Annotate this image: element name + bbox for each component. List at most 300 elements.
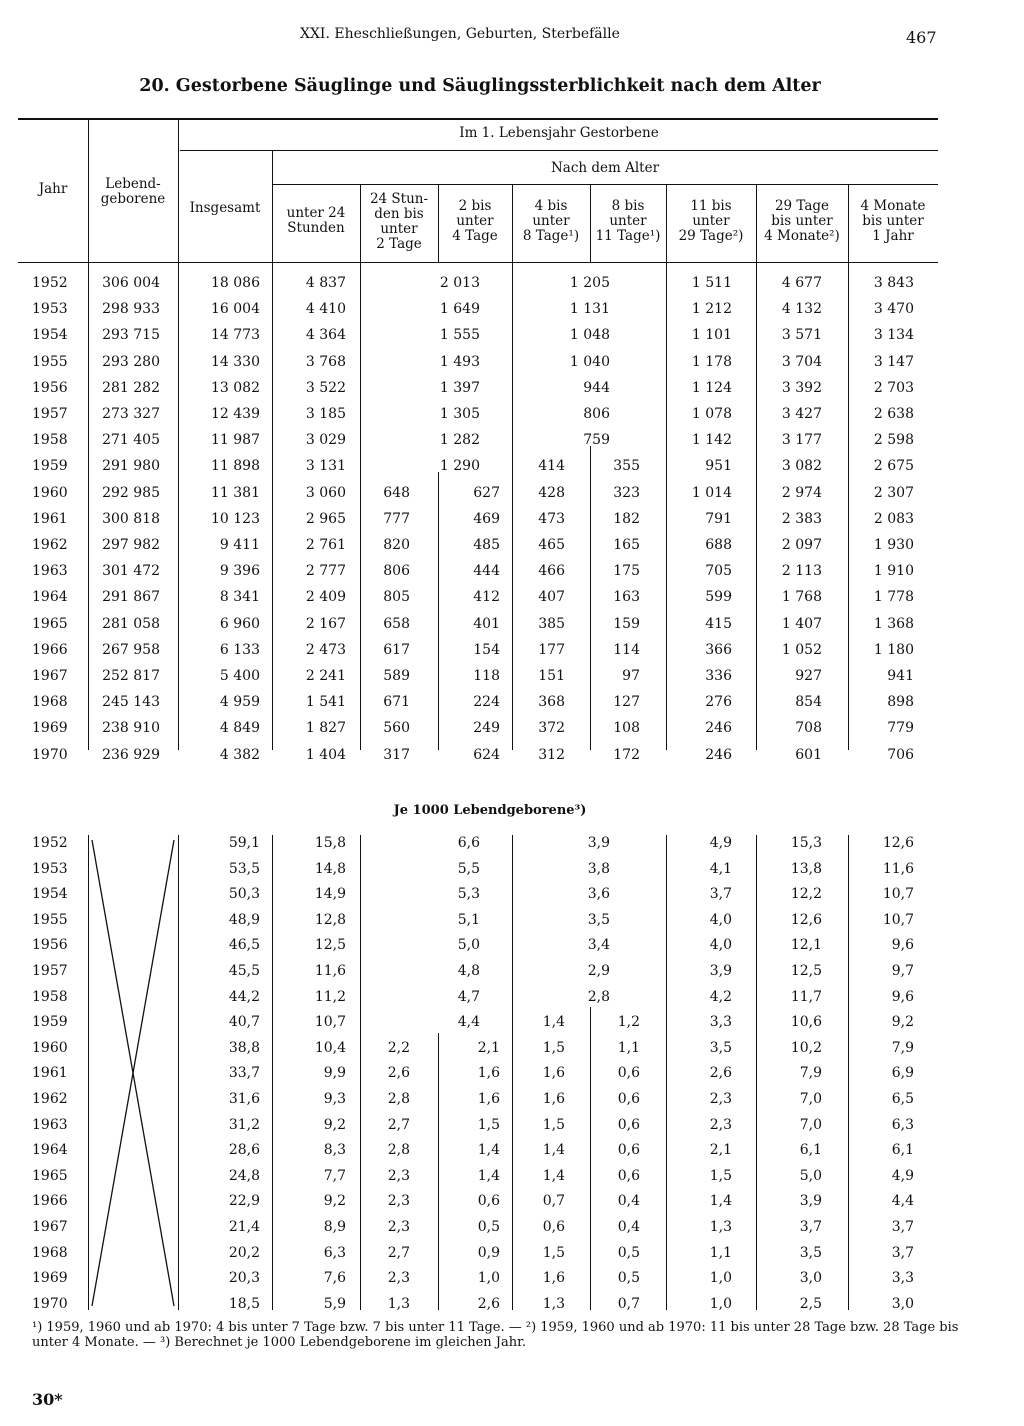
cell-c3: 2,6 bbox=[477, 1295, 500, 1312]
cell-live: 298 933 bbox=[102, 301, 160, 318]
cell-c23: 5,5 bbox=[457, 860, 480, 877]
row-year: 1958 bbox=[32, 432, 68, 449]
cell-c1: 2 409 bbox=[305, 589, 346, 606]
cell-live: 271 405 bbox=[102, 432, 160, 449]
cell-c1: 5,9 bbox=[323, 1295, 346, 1312]
cell-c5: 108 bbox=[613, 720, 640, 737]
header-c8: 4 Monate bis unter 1 Jahr bbox=[860, 198, 926, 244]
cell-c1: 4 410 bbox=[305, 301, 346, 318]
group-rule bbox=[180, 150, 938, 151]
header-lebendgeborene: Lebend- geborene bbox=[100, 176, 166, 207]
row-year: 1961 bbox=[32, 510, 68, 527]
cell-c7: 10,6 bbox=[790, 1014, 822, 1031]
cell-c6: 4,9 bbox=[709, 835, 732, 851]
cell-c2: 2,2 bbox=[387, 1039, 410, 1056]
cell-c7: 3 704 bbox=[781, 353, 822, 370]
cell-c1: 9,9 bbox=[323, 1065, 346, 1082]
cell-c1: 6,3 bbox=[323, 1244, 346, 1261]
cell-c8: 11,6 bbox=[882, 860, 914, 877]
cell-c8: 4,4 bbox=[891, 1193, 914, 1210]
cell-c5: 182 bbox=[613, 510, 640, 527]
cell-c5: 175 bbox=[613, 563, 640, 580]
col-divider bbox=[360, 184, 361, 750]
cell-c5: 172 bbox=[613, 746, 640, 763]
cell-c6: 951 bbox=[705, 458, 732, 475]
cell-c7: 3,9 bbox=[799, 1193, 822, 1210]
cell-c7: 7,0 bbox=[799, 1116, 822, 1133]
row-year: 1960 bbox=[32, 1039, 68, 1056]
cell-c1: 11,6 bbox=[314, 963, 346, 979]
cell-c2: 806 bbox=[383, 563, 410, 580]
header-jahr: Jahr bbox=[38, 181, 68, 197]
cell-c45: 1 040 bbox=[569, 353, 610, 370]
cell-c2: 1,3 bbox=[387, 1295, 410, 1312]
cell-c3: 1,5 bbox=[477, 1116, 500, 1133]
signature-mark: 30* bbox=[32, 1390, 63, 1409]
cell-c45: 1 131 bbox=[569, 301, 610, 318]
cell-c4: 1,3 bbox=[542, 1295, 565, 1312]
cell-c1: 9,3 bbox=[323, 1091, 346, 1107]
cell-c8: 3 843 bbox=[873, 275, 914, 291]
cell-c8: 6,3 bbox=[891, 1116, 914, 1133]
header-c3: 2 bis unter 4 Tage bbox=[452, 198, 498, 244]
cell-c2: 2,7 bbox=[387, 1116, 410, 1133]
cell-live: 245 143 bbox=[102, 694, 160, 711]
row-year: 1967 bbox=[32, 1219, 68, 1235]
cell-c5: 114 bbox=[613, 641, 640, 658]
cell-c7: 2,5 bbox=[799, 1295, 822, 1312]
not-applicable-cross bbox=[88, 836, 178, 1310]
cell-c1: 1 404 bbox=[305, 746, 346, 763]
header-insgesamt: Insgesamt bbox=[189, 200, 261, 216]
cell-c3: 224 bbox=[473, 694, 500, 711]
cell-c1: 1 541 bbox=[305, 694, 346, 711]
cell-c2: 648 bbox=[383, 484, 410, 501]
cell-c6: 1,0 bbox=[709, 1270, 732, 1287]
cell-c3: 1,6 bbox=[477, 1065, 500, 1082]
table-title: 20. Gestorbene Säuglinge und Säuglingssterblichkeit nach dem Alter bbox=[139, 76, 821, 96]
cell-c45: 806 bbox=[583, 406, 610, 422]
cell-c4: 407 bbox=[538, 589, 565, 606]
cell-c7: 2 974 bbox=[781, 484, 822, 501]
row-year: 1968 bbox=[32, 1244, 68, 1261]
cell-live: 281 282 bbox=[102, 379, 160, 396]
cell-c4: 1,4 bbox=[542, 1167, 565, 1184]
cell-total: 6 960 bbox=[219, 615, 260, 632]
cell-c23: 2 013 bbox=[439, 275, 480, 291]
row-year: 1969 bbox=[32, 1270, 68, 1287]
cell-c1: 3 029 bbox=[305, 432, 346, 449]
cell-c45: 3,9 bbox=[587, 835, 610, 851]
cell-c7: 7,9 bbox=[799, 1065, 822, 1082]
cell-c7: 3 571 bbox=[781, 327, 822, 344]
cell-total: 20,3 bbox=[228, 1270, 260, 1287]
cell-c6: 2,3 bbox=[709, 1091, 732, 1107]
cell-c45: 3,5 bbox=[587, 911, 610, 928]
row-year: 1964 bbox=[32, 589, 68, 606]
cell-live: 236 929 bbox=[102, 746, 160, 763]
cell-total: 4 959 bbox=[219, 694, 260, 711]
cell-c6: 3,9 bbox=[709, 963, 732, 979]
cell-total: 45,5 bbox=[228, 963, 260, 979]
cell-c7: 3 427 bbox=[781, 406, 822, 422]
cell-c1: 14,8 bbox=[314, 860, 346, 877]
cell-c7: 12,1 bbox=[790, 937, 822, 954]
cell-c3: 1,4 bbox=[477, 1142, 500, 1159]
cell-live: 238 910 bbox=[102, 720, 160, 737]
cell-c8: 2 703 bbox=[873, 379, 914, 396]
cell-c23: 4,4 bbox=[457, 1014, 480, 1031]
cell-c7: 601 bbox=[795, 746, 822, 763]
row-year: 1956 bbox=[32, 937, 68, 954]
cell-c3: 485 bbox=[473, 537, 500, 553]
top-rule bbox=[18, 118, 938, 120]
cell-total: 48,9 bbox=[228, 911, 260, 928]
cell-c7: 854 bbox=[795, 694, 822, 711]
cell-c8: 3,0 bbox=[891, 1295, 914, 1312]
cell-c4: 1,6 bbox=[542, 1091, 565, 1107]
cell-c8: 1 368 bbox=[873, 615, 914, 632]
row-year: 1952 bbox=[32, 835, 68, 851]
cell-c23: 1 397 bbox=[439, 379, 480, 396]
cell-c5: 0,6 bbox=[617, 1167, 640, 1184]
cell-c7: 3 177 bbox=[781, 432, 822, 449]
cell-c4: 151 bbox=[538, 668, 565, 684]
row-year: 1954 bbox=[32, 886, 68, 903]
cell-c5: 0,6 bbox=[617, 1116, 640, 1133]
cell-c2: 2,7 bbox=[387, 1244, 410, 1261]
cell-c4: 312 bbox=[538, 746, 565, 763]
row-year: 1965 bbox=[32, 1167, 68, 1184]
cell-c6: 4,2 bbox=[709, 988, 732, 1005]
cell-c5: 163 bbox=[613, 589, 640, 606]
cell-c4: 0,6 bbox=[542, 1219, 565, 1235]
cell-c45: 3,6 bbox=[587, 886, 610, 903]
row-year: 1955 bbox=[32, 353, 68, 370]
cell-c8: 9,6 bbox=[891, 937, 914, 954]
cell-c5: 0,5 bbox=[617, 1244, 640, 1261]
header-c7: 29 Tage bis unter 4 Monate²) bbox=[764, 198, 840, 244]
cell-c7: 4 677 bbox=[781, 275, 822, 291]
row-year: 1961 bbox=[32, 1065, 68, 1082]
cell-c1: 3 185 bbox=[305, 406, 346, 422]
cell-total: 9 411 bbox=[219, 537, 260, 553]
cell-c8: 10,7 bbox=[882, 911, 914, 928]
cell-total: 12 439 bbox=[211, 406, 260, 422]
cell-c8: 4,9 bbox=[891, 1167, 914, 1184]
cell-c3: 1,6 bbox=[477, 1091, 500, 1107]
cell-c7: 1 052 bbox=[781, 641, 822, 658]
header-subgroup: Nach dem Alter bbox=[550, 160, 660, 176]
cell-live: 293 715 bbox=[102, 327, 160, 344]
cell-c2: 589 bbox=[383, 668, 410, 684]
cell-c1: 15,8 bbox=[314, 835, 346, 851]
row-year: 1954 bbox=[32, 327, 68, 344]
cell-c6: 4,0 bbox=[709, 937, 732, 954]
cell-c3: 1,0 bbox=[477, 1270, 500, 1287]
cell-c6: 3,3 bbox=[709, 1014, 732, 1031]
cell-c7: 12,6 bbox=[790, 911, 822, 928]
cell-live: 301 472 bbox=[102, 563, 160, 580]
cell-total: 31,2 bbox=[228, 1116, 260, 1133]
cell-c1: 14,9 bbox=[314, 886, 346, 903]
cell-c1: 2 777 bbox=[305, 563, 346, 580]
row-year: 1969 bbox=[32, 720, 68, 737]
cell-c7: 15,3 bbox=[790, 835, 822, 851]
cell-c7: 12,5 bbox=[790, 963, 822, 979]
cell-c3: 154 bbox=[473, 641, 500, 658]
cell-c4: 466 bbox=[538, 563, 565, 580]
cell-c45: 1 205 bbox=[569, 275, 610, 291]
cell-c8: 6,9 bbox=[891, 1065, 914, 1082]
cell-c6: 246 bbox=[705, 746, 732, 763]
cell-c3: 249 bbox=[473, 720, 500, 737]
cell-c2: 820 bbox=[383, 537, 410, 553]
header-c2: 24 Stun- den bis unter 2 Tage bbox=[369, 191, 429, 252]
row-year: 1964 bbox=[32, 1142, 68, 1159]
cell-c6: 3,7 bbox=[709, 886, 732, 903]
cell-c4: 428 bbox=[538, 484, 565, 501]
row-year: 1966 bbox=[32, 641, 68, 658]
cell-c45: 944 bbox=[583, 379, 610, 396]
cell-c8: 941 bbox=[887, 668, 914, 684]
cell-total: 4 849 bbox=[219, 720, 260, 737]
cell-c23: 4,8 bbox=[457, 963, 480, 979]
cell-c8: 3 134 bbox=[873, 327, 914, 344]
cell-c8: 6,1 bbox=[891, 1142, 914, 1159]
cell-c7: 3,0 bbox=[799, 1270, 822, 1287]
cell-c6: 1 124 bbox=[691, 379, 732, 396]
header-bottom-rule bbox=[18, 262, 938, 263]
cell-c5: 127 bbox=[613, 694, 640, 711]
cell-c6: 791 bbox=[705, 510, 732, 527]
cell-c8: 1 180 bbox=[873, 641, 914, 658]
cell-c6: 1 178 bbox=[691, 353, 732, 370]
cell-c1: 2 167 bbox=[305, 615, 346, 632]
cell-live: 292 985 bbox=[102, 484, 160, 501]
header-c6: 11 bis unter 29 Tage²) bbox=[678, 198, 744, 244]
cell-live: 252 817 bbox=[102, 668, 160, 684]
cell-c5: 0,7 bbox=[617, 1295, 640, 1312]
cell-c4: 385 bbox=[538, 615, 565, 632]
cell-c4: 465 bbox=[538, 537, 565, 553]
cell-c7: 3 082 bbox=[781, 458, 822, 475]
cell-c6: 705 bbox=[705, 563, 732, 580]
cell-c6: 276 bbox=[705, 694, 732, 711]
cell-total: 10 123 bbox=[211, 510, 260, 527]
cell-c2: 2,8 bbox=[387, 1142, 410, 1159]
cell-c23: 5,1 bbox=[457, 911, 480, 928]
cell-c1: 3 768 bbox=[305, 353, 346, 370]
cell-c5: 0,6 bbox=[617, 1065, 640, 1082]
row-year: 1967 bbox=[32, 668, 68, 684]
cell-c2: 2,3 bbox=[387, 1270, 410, 1287]
row-year: 1970 bbox=[32, 1295, 68, 1312]
cell-c8: 9,7 bbox=[891, 963, 914, 979]
cell-c6: 336 bbox=[705, 668, 732, 684]
cell-c5: 1,2 bbox=[617, 1014, 640, 1031]
row-year: 1960 bbox=[32, 484, 68, 501]
cell-c1: 10,4 bbox=[314, 1039, 346, 1056]
cell-c5: 323 bbox=[613, 484, 640, 501]
cell-total: 31,6 bbox=[228, 1091, 260, 1107]
cell-total: 18 086 bbox=[211, 275, 260, 291]
cell-c45: 2,9 bbox=[587, 963, 610, 979]
cell-c6: 3,5 bbox=[709, 1039, 732, 1056]
cell-live: 273 327 bbox=[102, 406, 160, 422]
cell-total: 22,9 bbox=[228, 1193, 260, 1210]
cell-c6: 599 bbox=[705, 589, 732, 606]
cell-c1: 1 827 bbox=[305, 720, 346, 737]
cell-c1: 4 837 bbox=[305, 275, 346, 291]
cell-c3: 624 bbox=[473, 746, 500, 763]
cell-total: 11 987 bbox=[211, 432, 260, 449]
cell-c6: 2,3 bbox=[709, 1116, 732, 1133]
cell-c3: 2,1 bbox=[477, 1039, 500, 1056]
cell-c6: 1,1 bbox=[709, 1244, 732, 1261]
cell-c8: 3 470 bbox=[873, 301, 914, 318]
subgroup-rule bbox=[272, 184, 938, 185]
cell-total: 28,6 bbox=[228, 1142, 260, 1159]
cell-c1: 3 131 bbox=[305, 458, 346, 475]
cell-c7: 3 392 bbox=[781, 379, 822, 396]
cell-c5: 0,6 bbox=[617, 1142, 640, 1159]
cell-c2: 2,3 bbox=[387, 1193, 410, 1210]
cell-c5: 0,5 bbox=[617, 1270, 640, 1287]
row-year: 1955 bbox=[32, 911, 68, 928]
cell-live: 267 958 bbox=[102, 641, 160, 658]
row-year: 1959 bbox=[32, 1014, 68, 1031]
cell-c7: 3,5 bbox=[799, 1244, 822, 1261]
cell-total: 4 382 bbox=[219, 746, 260, 763]
cell-c1: 7,6 bbox=[323, 1270, 346, 1287]
cell-c2: 2,3 bbox=[387, 1219, 410, 1235]
cell-live: 281 058 bbox=[102, 615, 160, 632]
cell-c8: 6,5 bbox=[891, 1091, 914, 1107]
row-year: 1958 bbox=[32, 988, 68, 1005]
cell-c5: 165 bbox=[613, 537, 640, 553]
cell-c8: 12,6 bbox=[882, 835, 914, 851]
cell-c7: 2 097 bbox=[781, 537, 822, 553]
cell-c8: 706 bbox=[887, 746, 914, 763]
row-year: 1963 bbox=[32, 1116, 68, 1133]
row-year: 1970 bbox=[32, 746, 68, 763]
cell-total: 33,7 bbox=[228, 1065, 260, 1082]
cell-c7: 12,2 bbox=[790, 886, 822, 903]
cell-c45: 3,4 bbox=[587, 937, 610, 954]
cell-c1: 9,2 bbox=[323, 1193, 346, 1210]
cell-c8: 2 675 bbox=[873, 458, 914, 475]
row-year: 1957 bbox=[32, 963, 68, 979]
cell-c5: 1,1 bbox=[617, 1039, 640, 1056]
cell-c1: 12,5 bbox=[314, 937, 346, 954]
cell-live: 297 982 bbox=[102, 537, 160, 553]
cell-c1: 2 965 bbox=[305, 510, 346, 527]
cell-total: 6 133 bbox=[219, 641, 260, 658]
row-year: 1956 bbox=[32, 379, 68, 396]
cell-c23: 1 290 bbox=[439, 458, 480, 475]
cell-c1: 2 761 bbox=[305, 537, 346, 553]
cell-c23: 5,3 bbox=[457, 886, 480, 903]
cell-c7: 1 407 bbox=[781, 615, 822, 632]
cell-c3: 118 bbox=[473, 668, 500, 684]
row-year: 1953 bbox=[32, 301, 68, 318]
cell-c23: 1 649 bbox=[439, 301, 480, 318]
cell-c4: 414 bbox=[538, 458, 565, 475]
cell-c5: 355 bbox=[613, 458, 640, 475]
cell-c1: 3 522 bbox=[305, 379, 346, 396]
row-year: 1957 bbox=[32, 406, 68, 422]
cell-c8: 2 307 bbox=[873, 484, 914, 501]
cell-c7: 4 132 bbox=[781, 301, 822, 318]
cell-c6: 1,4 bbox=[709, 1193, 732, 1210]
cell-live: 293 280 bbox=[102, 353, 160, 370]
cell-c2: 658 bbox=[383, 615, 410, 632]
running-title: XXI. Eheschließungen, Geburten, Sterbefälle bbox=[300, 26, 620, 42]
cell-c7: 13,8 bbox=[790, 860, 822, 877]
cell-c2: 777 bbox=[383, 510, 410, 527]
cell-total: 13 082 bbox=[211, 379, 260, 396]
cell-c6: 2,1 bbox=[709, 1142, 732, 1159]
cell-c7: 2 113 bbox=[781, 563, 822, 580]
cell-c1: 12,8 bbox=[314, 911, 346, 928]
cell-c3: 0,6 bbox=[477, 1193, 500, 1210]
cell-c5: 97 bbox=[622, 668, 640, 684]
cell-c6: 1 014 bbox=[691, 484, 732, 501]
cell-total: 53,5 bbox=[228, 860, 260, 877]
cell-c8: 779 bbox=[887, 720, 914, 737]
cell-c7: 6,1 bbox=[799, 1142, 822, 1159]
row-year: 1952 bbox=[32, 275, 68, 291]
row-year: 1965 bbox=[32, 615, 68, 632]
row-year: 1953 bbox=[32, 860, 68, 877]
cell-c1: 4 364 bbox=[305, 327, 346, 344]
cell-c3: 469 bbox=[473, 510, 500, 527]
cell-c4: 177 bbox=[538, 641, 565, 658]
cell-c4: 1,4 bbox=[542, 1142, 565, 1159]
cell-c1: 8,3 bbox=[323, 1142, 346, 1159]
cell-c8: 3,7 bbox=[891, 1219, 914, 1235]
cell-c6: 4,1 bbox=[709, 860, 732, 877]
cell-c8: 10,7 bbox=[882, 886, 914, 903]
cell-c7: 2 383 bbox=[781, 510, 822, 527]
cell-c5: 159 bbox=[613, 615, 640, 632]
cell-c4: 1,5 bbox=[542, 1039, 565, 1056]
cell-c8: 9,2 bbox=[891, 1014, 914, 1031]
cell-c23: 1 555 bbox=[439, 327, 480, 344]
rate-subtitle: Je 1000 Lebendgeborene³) bbox=[393, 803, 587, 818]
cell-c23: 6,6 bbox=[457, 835, 480, 851]
cell-c6: 1,5 bbox=[709, 1167, 732, 1184]
header-group: Im 1. Lebensjahr Gestorbene bbox=[459, 125, 659, 141]
cell-c3: 0,5 bbox=[477, 1219, 500, 1235]
cell-c6: 1 101 bbox=[691, 327, 732, 344]
cell-c4: 1,6 bbox=[542, 1270, 565, 1287]
cell-c3: 1,4 bbox=[477, 1167, 500, 1184]
cell-c4: 1,5 bbox=[542, 1244, 565, 1261]
cell-c8: 1 910 bbox=[873, 563, 914, 580]
cell-total: 14 330 bbox=[211, 353, 260, 370]
cell-c8: 1 930 bbox=[873, 537, 914, 553]
cell-c4: 1,5 bbox=[542, 1116, 565, 1133]
footnotes: ¹) 1959, 1960 und ab 1970: 4 bis unter 7 Tage bzw. 7 bis unter 11 Tage. — ²) 1959, 1960 und ab 1970: 11 bis unter 28 Tage bzw. 28 Tage bis unter 4 Monate. — ³) Berechnet je 1000 Lebendgeborene im gleichen Jahr. bbox=[32, 1320, 959, 1350]
cell-c1: 10,7 bbox=[314, 1014, 346, 1031]
cell-c6: 1 511 bbox=[691, 275, 732, 291]
cell-c7: 927 bbox=[795, 668, 822, 684]
cell-c2: 617 bbox=[383, 641, 410, 658]
cell-c1: 8,9 bbox=[323, 1219, 346, 1235]
cell-total: 44,2 bbox=[228, 988, 260, 1005]
